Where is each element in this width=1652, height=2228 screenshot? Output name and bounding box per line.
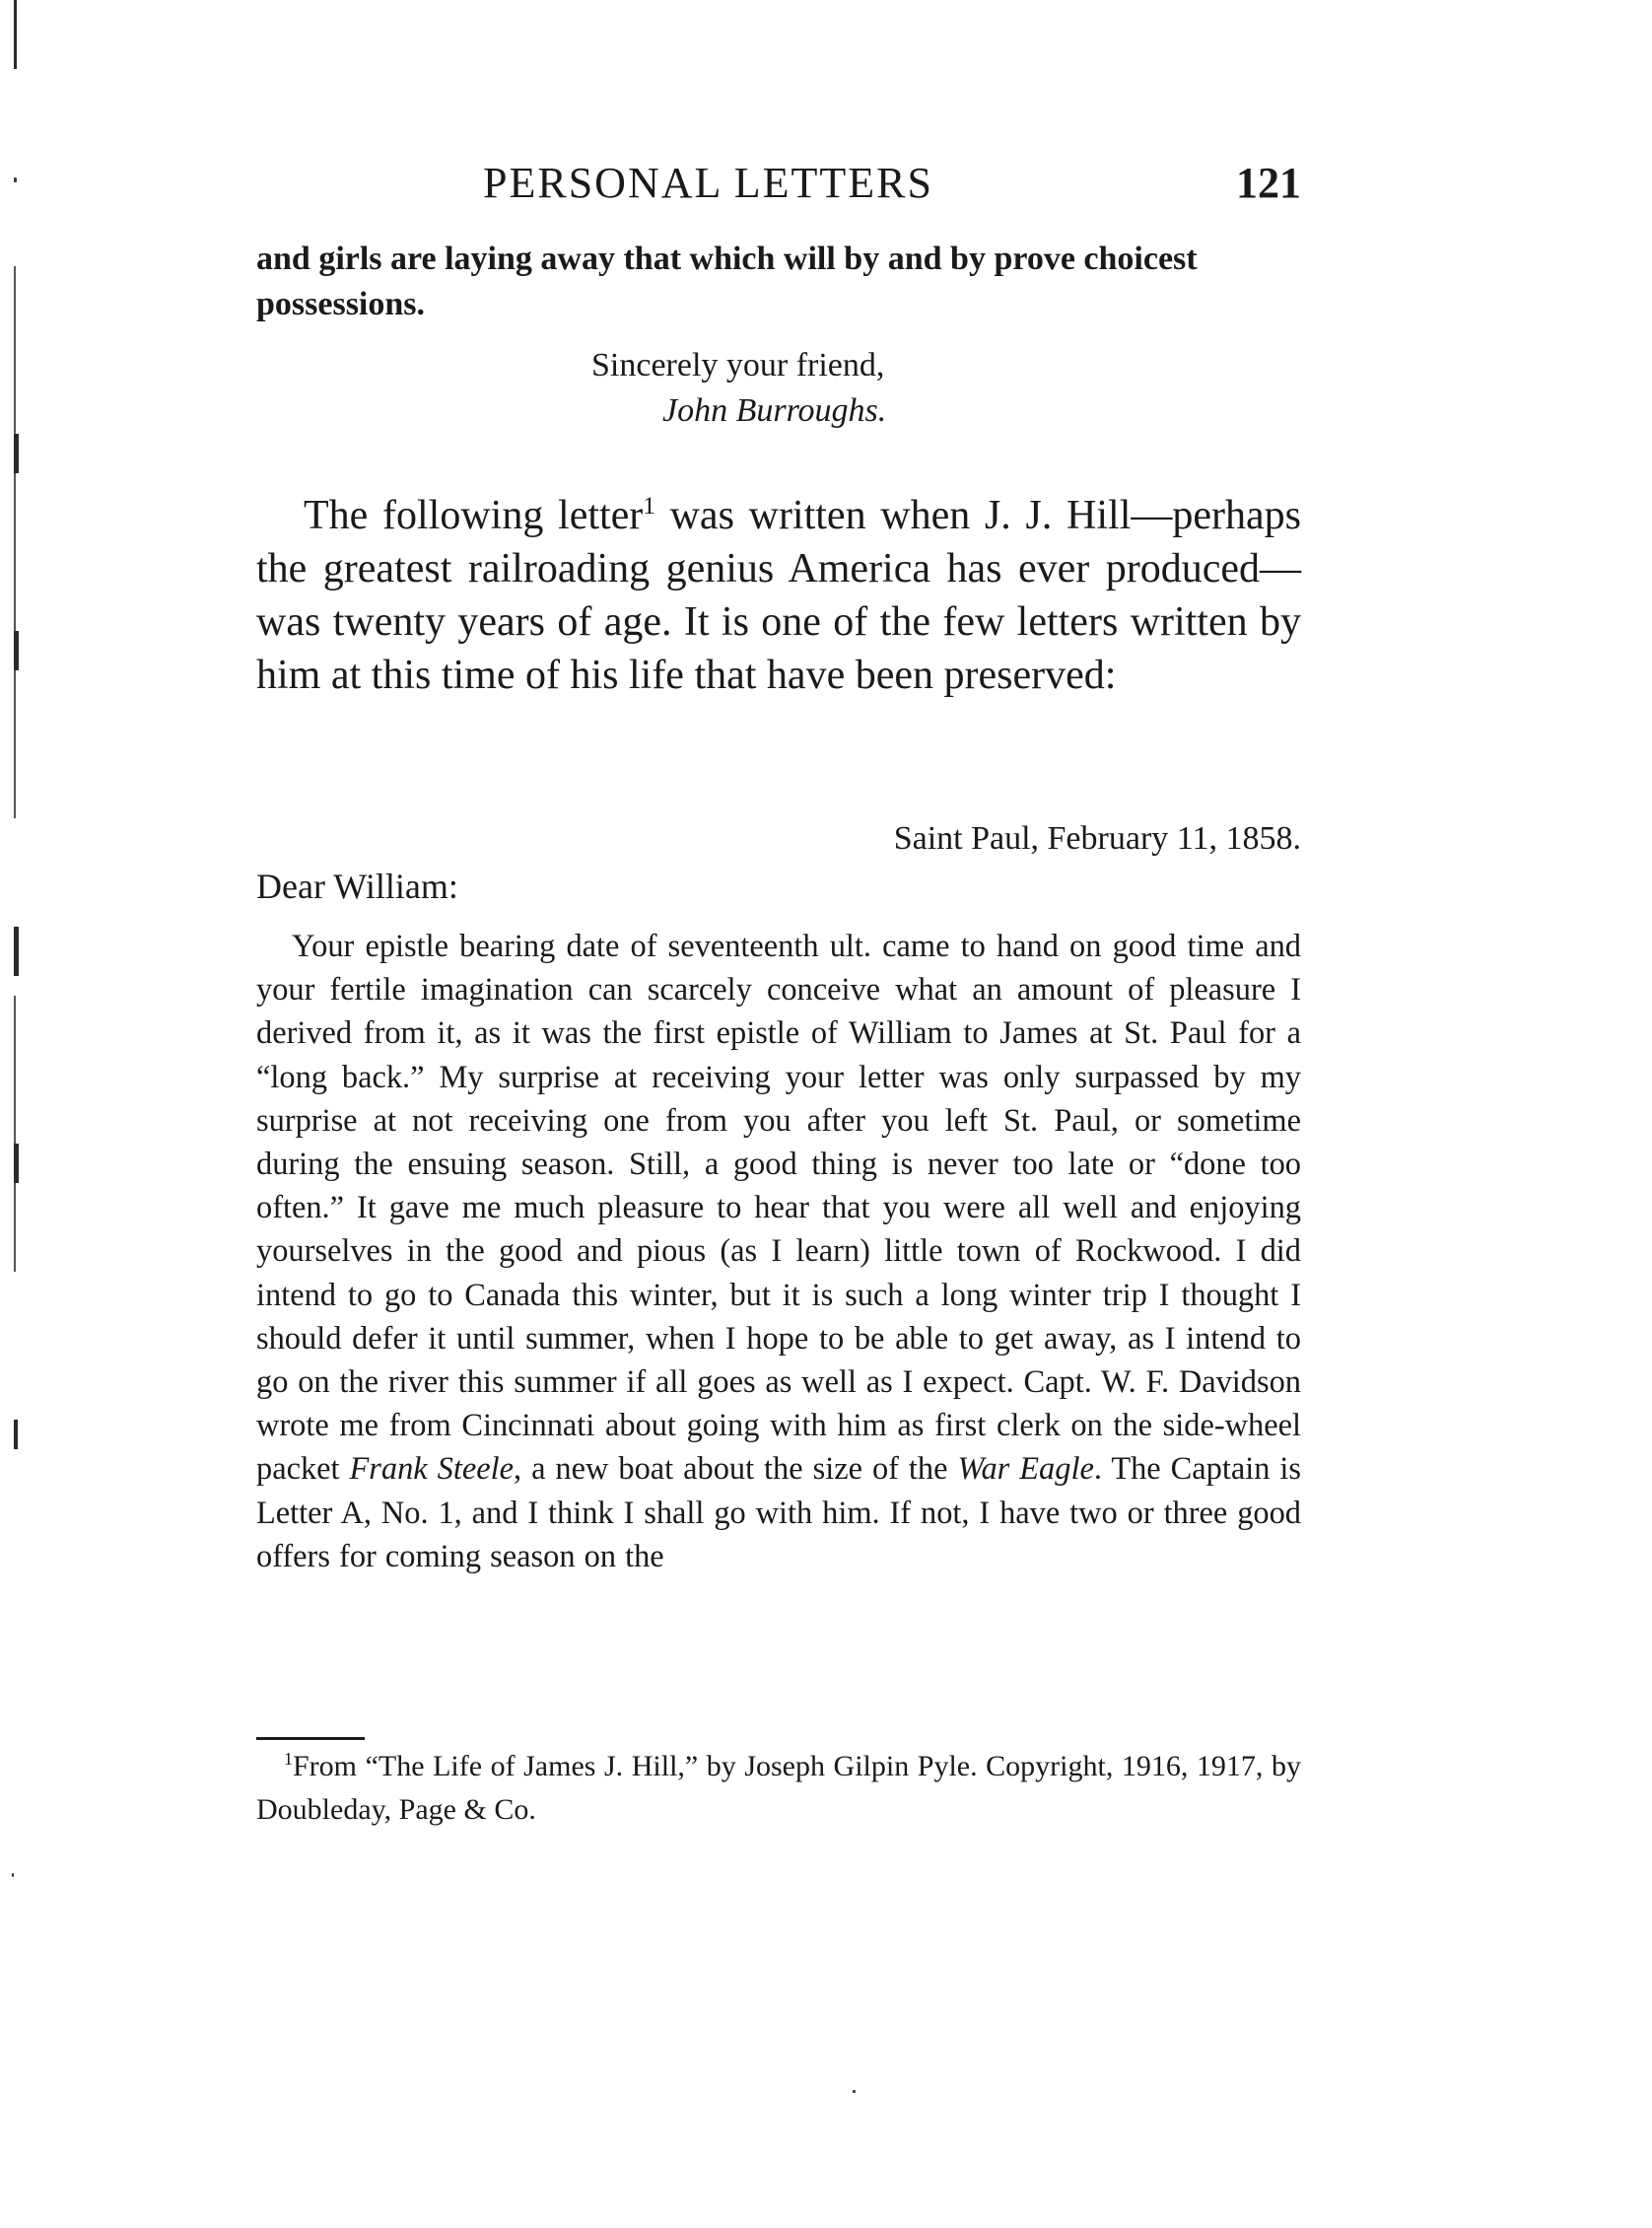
running-head	[256, 158, 1301, 217]
scan-edge-mark	[14, 1144, 19, 1183]
footnote	[256, 1745, 1301, 1832]
letter-body	[256, 925, 1301, 1578]
scan-edge-mark	[14, 631, 19, 670]
intro-text: was written when J. J. Hill—perhaps the greatest railroading genius America has ever produced—was twenty years of age. It is one of the few letters written by him at this time of his life that have been preserved:	[256, 493, 1301, 698]
footnote-rule	[256, 1737, 365, 1740]
closing-line: possessions.	[256, 286, 426, 322]
scan-edge-mark	[14, 266, 16, 818]
letter-text: . The Captain is Letter A, No. 1, and I think I shall go with him. If not, I have two or three good offers for coming season on the	[256, 1451, 1301, 1574]
intro-text: The following letter	[304, 493, 644, 538]
scan-edge-mark	[14, 996, 16, 1272]
scan-speck	[853, 2090, 856, 2093]
complimentary-close: Sincerely your friend,	[591, 347, 885, 383]
scan-edge-mark	[14, 1420, 18, 1449]
previous-letter-closing-text	[256, 237, 1301, 327]
scan-edge-mark	[14, 0, 17, 69]
scan-speck	[12, 1873, 14, 1877]
scan-speck	[14, 177, 17, 182]
footnote-reference: 1	[643, 493, 655, 520]
scan-edge-mark	[14, 434, 19, 473]
footnote-text: From “The Life of James J. Hill,” by Joseph Gilpin Pyle. Copyright, 1916, 1917, by Doubleday, Page & Co.	[256, 1750, 1301, 1826]
running-title: PERSONAL LETTERS	[483, 159, 933, 207]
boat-name: War Eagle	[957, 1451, 1094, 1488]
scan-edge-mark	[14, 927, 19, 976]
closing-line: and girls are laying away that which will by and by prove choicest	[256, 241, 1198, 277]
letter-text: Your epistle bearing date of seventeenth ult. came to hand on good time and your fertile imagination can scarcely conceive what an amount of pleasure I derived from it, as it was the first epistle of William to James at St. Paul for a “long back.” My surprise at receiving your letter was only surpassed by my surprise at not receiving one from you after you left St. Paul, or sometime during the ensuing season. Still, a good thing is never too late or “done too often.” It gave me much pleasure to hear that you were all well and enjoying yourselves in the good and pious (as I learn) little town of Rockwood. I did intend to go to Canada this winter, but it is such a long winter trip I thought I should defer it until summer, when I hope to be able to get away, as I intend to go on the river this summer if all goes as well as I expect. Capt. W. F. Davidson wrote me from Cincinnati about going with him as first clerk on the side-wheel packet	[256, 929, 1301, 1488]
page-number: 121	[1236, 159, 1301, 207]
footnote-marker: 1	[284, 1749, 293, 1769]
intro-paragraph	[256, 489, 1301, 702]
letter-salutation: Dear William:	[256, 867, 458, 906]
boat-name: Frank Steele	[349, 1451, 514, 1488]
signoff	[591, 343, 886, 434]
signature: John Burroughs.	[662, 392, 887, 429]
letter-text: , a new boat about the size of the	[513, 1451, 958, 1488]
letter-dateline: Saint Paul, February 11, 1858.	[893, 820, 1301, 857]
